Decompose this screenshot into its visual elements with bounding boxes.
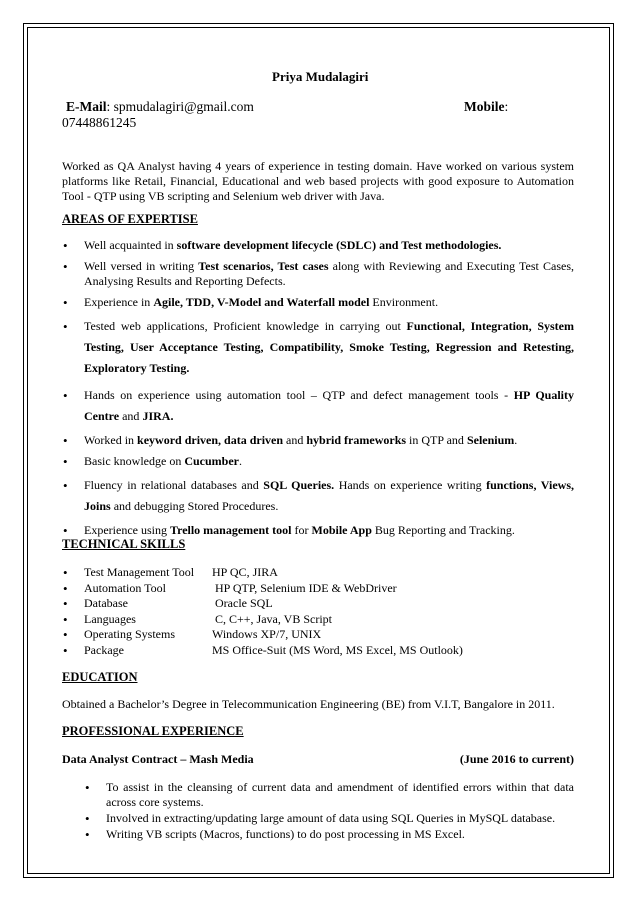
technical-skill-row xyxy=(62,596,574,612)
expertise-text: Tested web applications, Proficient knowledge in carrying out xyxy=(84,319,407,333)
technical-skill-row xyxy=(62,565,574,581)
expertise-item xyxy=(62,475,574,517)
education-heading: EDUCATION xyxy=(62,670,138,684)
summary-paragraph: Worked as QA Analyst having 4 years of experience in testing domain. Have worked on various system platforms like Retail, Financial, Educational and web based projects with good exposure to Automation Tool - QTP using VB scripting and Selenium web driver with Java. xyxy=(62,159,574,203)
expertise-bold-text: Selenium xyxy=(466,433,515,447)
skill-value: Oracle SQL xyxy=(212,596,273,610)
mobile-label: Mobile xyxy=(464,99,505,114)
expertise-item xyxy=(62,454,574,469)
expertise-item xyxy=(62,259,574,289)
skill-value: MS Office-Suit (MS Word, MS Excel, MS Outlook) xyxy=(212,642,463,657)
skill-value: C, C++, Java, VB Script xyxy=(212,611,332,626)
skill-category: • Database xyxy=(84,596,128,610)
candidate-name: Priya Mudalagiri xyxy=(272,69,369,84)
expertise-text: Hands on experience writing xyxy=(334,478,487,492)
skill-category: • Operating Systems xyxy=(84,627,175,641)
technical-skills-list xyxy=(62,565,574,658)
expertise-text: Basic knowledge on xyxy=(84,454,185,468)
expertise-bold-text: Functional, Integration, System Testing, User Acceptance Testing, Compatibility, Smoke Testing, Regression and Retesting, Exploratory Testing. xyxy=(84,319,574,375)
expertise-bold-text: keyword driven, data driven xyxy=(137,433,284,447)
expertise-item xyxy=(62,316,574,379)
responsibilities-list xyxy=(84,780,574,843)
expertise-item xyxy=(62,385,574,427)
expertise-text: Bug Reporting and Tracking. xyxy=(371,523,515,537)
expertise-text: and xyxy=(283,433,307,447)
technical-skill-row xyxy=(62,612,574,628)
expertise-bold-text: Cucumber xyxy=(184,454,239,468)
mobile-number: 07448861245 xyxy=(62,115,137,130)
expertise-text: Fluency in relational databases and xyxy=(84,478,264,492)
responsibility-item: • Writing VB scripts (Macros, functions) to do post processing in MS Excel. xyxy=(84,827,574,842)
expertise-text: Experience in xyxy=(84,295,154,309)
expertise-item xyxy=(62,238,574,253)
expertise-item xyxy=(62,295,574,310)
experience-heading: PROFESSIONAL EXPERIENCE xyxy=(62,724,244,738)
mobile-line xyxy=(464,99,508,114)
expertise-bold-text: SQL Queries. xyxy=(263,478,335,492)
expertise-bold-text: HP Quality Centre xyxy=(84,388,574,423)
job-header xyxy=(62,752,574,767)
technical-skill-row xyxy=(62,627,574,643)
skill-category: • Languages xyxy=(84,611,136,626)
expertise-text: Well versed in writing xyxy=(84,259,199,273)
education-text: Obtained a Bachelor’s Degree in Telecommunication Engineering (BE) from V.I.T, Bangalore in 2011. xyxy=(62,697,555,711)
expertise-item xyxy=(62,433,574,448)
mobile-colon: : xyxy=(504,99,509,114)
email-line xyxy=(66,99,254,114)
expertise-text: and debugging Stored Procedures. xyxy=(110,499,279,513)
job-title: Data Analyst Contract – Mash Media xyxy=(62,752,254,766)
expertise-text: and xyxy=(119,409,143,423)
expertise-bold-text: Agile, TDD, V-Model and Waterfall model xyxy=(153,295,370,309)
expertise-bold-text: JIRA. xyxy=(142,409,174,423)
expertise-text: Hands on experience using automation tool – QTP and defect management tools - xyxy=(84,388,514,402)
skill-category: • Package xyxy=(84,642,124,657)
responsibility-item: • To assist in the cleansing of current data and amendment of identified errors within that data across core systems. xyxy=(84,780,574,810)
expertise-text: Well acquainted in xyxy=(84,238,177,252)
expertise-bold-text: Trello management tool xyxy=(169,523,292,537)
expertise-text: . xyxy=(514,433,518,447)
expertise-bold-text: hybrid frameworks xyxy=(306,433,407,447)
expertise-bold-text: functions, Views, Joins xyxy=(84,478,575,513)
expertise-text: Environment. xyxy=(369,295,439,309)
expertise-text: Experience using xyxy=(84,523,170,537)
expertise-text: Worked in xyxy=(84,433,138,447)
skill-value: HP QTP, Selenium IDE & WebDriver xyxy=(212,580,397,595)
skill-category: • Automation Tool xyxy=(84,580,166,595)
email-label: E-Mail xyxy=(66,99,107,114)
skill-value: HP QC, JIRA xyxy=(212,565,278,579)
expertise-bold-text: software development lifecycle (SDLC) and Test methodologies. xyxy=(176,238,502,252)
expertise-bold-text: Mobile App xyxy=(311,523,372,537)
expertise-text: along with Reviewing and Executing Test Cases, Analysing Results and Reporting Defects. xyxy=(84,259,575,288)
skill-category: • Test Management Tool xyxy=(84,565,195,579)
expertise-item xyxy=(62,523,574,538)
skill-value: Windows XP/7, UNIX xyxy=(212,627,322,641)
areas-list xyxy=(62,238,574,544)
responsibility-item: • Involved in extracting/updating large amount of data using SQL Queries in MySQL database. xyxy=(84,811,574,826)
expertise-bold-text: Test scenarios, Test cases xyxy=(198,259,329,273)
technical-skill-row xyxy=(62,643,574,659)
expertise-text: . xyxy=(238,454,242,468)
expertise-text: in QTP and xyxy=(406,433,467,447)
job-dates: (June 2016 to current) xyxy=(459,752,574,766)
expertise-text: for xyxy=(291,523,312,537)
technical-heading: TECHNICAL SKILLS xyxy=(62,537,186,551)
email-value: : spmudalagiri@gmail.com xyxy=(106,99,254,114)
areas-heading: AREAS OF EXPERTISE xyxy=(62,212,198,226)
technical-skill-row xyxy=(62,581,574,597)
